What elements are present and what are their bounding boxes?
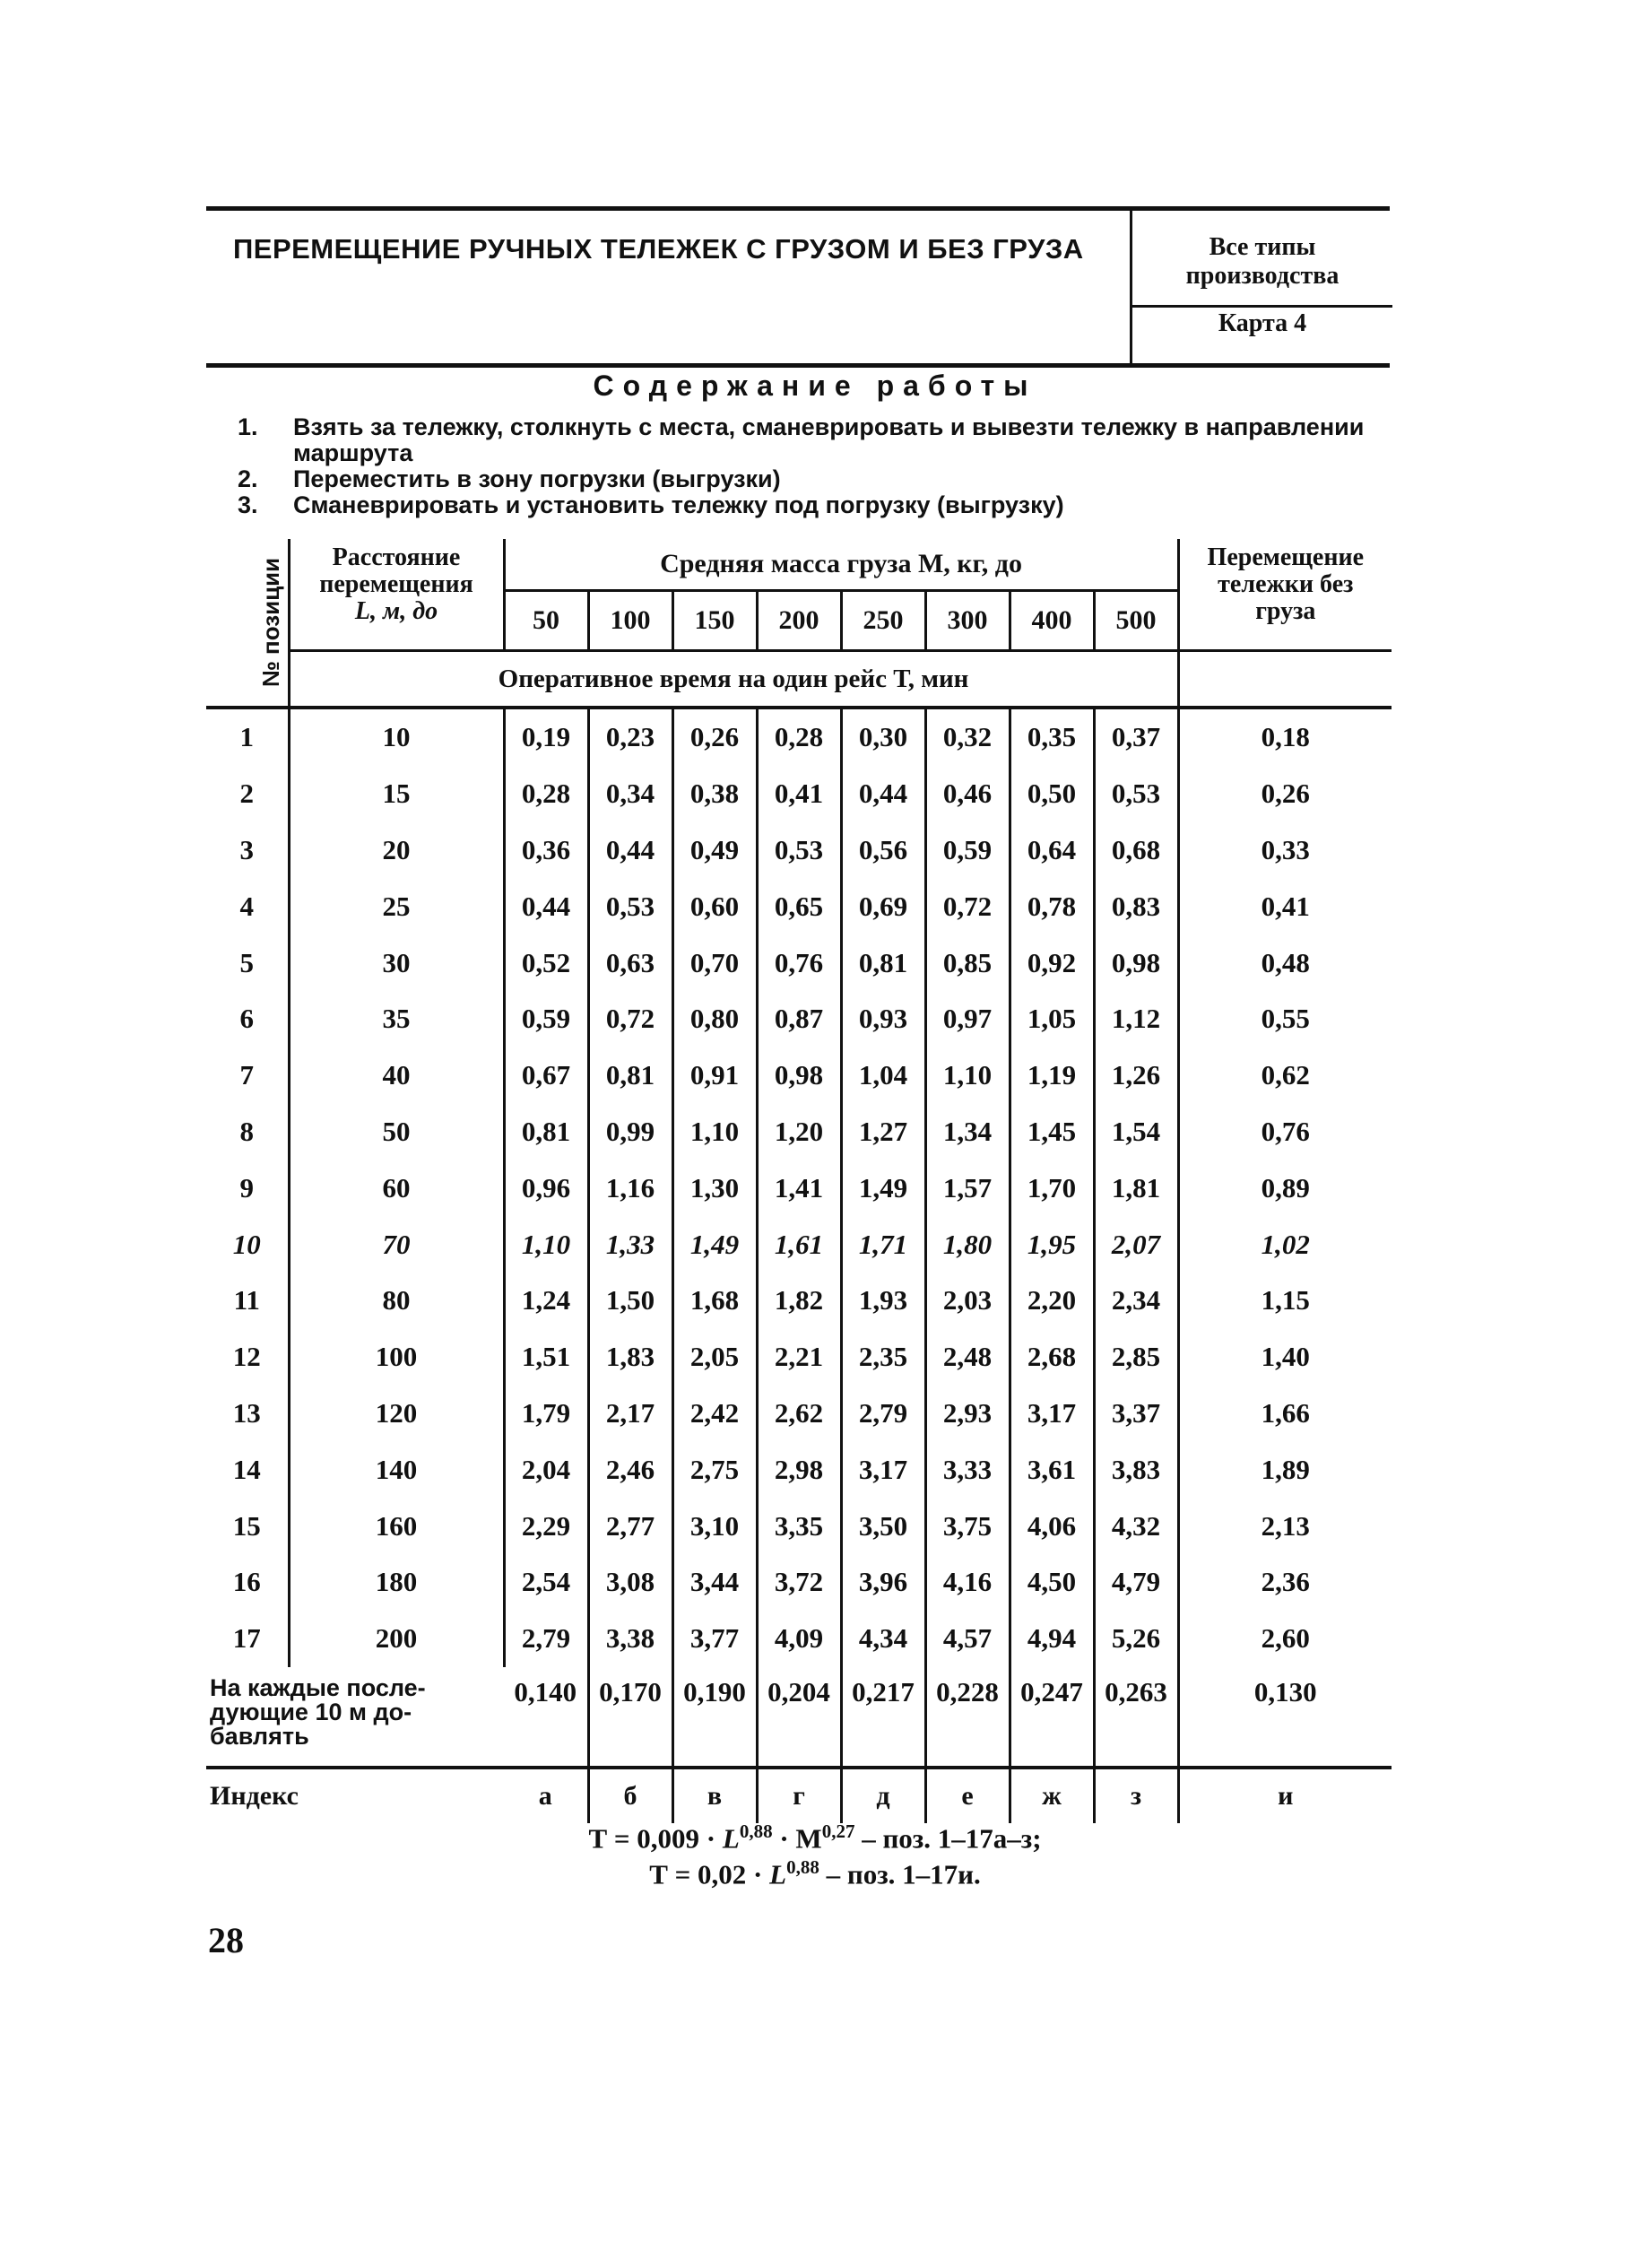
time-value-cell: 1,93 [841,1273,925,1329]
table-row [206,1104,1392,1160]
time-value-cell: 4,94 [1010,1611,1094,1667]
time-value-cell: 0,30 [841,708,925,766]
empty-cart-time-cell: 0,89 [1261,1171,1310,1204]
distance-header-line1: Расстояние [332,543,461,571]
time-value-cell: 0,37 [1094,708,1178,766]
distance-cell: 15 [289,766,504,822]
time-value-cell: 2,77 [588,1498,672,1554]
time-value-cell: 0,50 [1010,766,1094,822]
distance-cell: 25 [289,878,504,934]
time-value-cell: 2,04 [504,1441,588,1498]
increment-value-cell: 0,204 [757,1667,841,1768]
time-value-cell: 0,87 [757,991,841,1047]
table-row [206,1273,1392,1329]
time-value-cell: 0,76 [757,934,841,991]
formula-empty-L: L [769,1858,787,1890]
distance-header-line2: перемещения [319,570,473,598]
formula-loaded-suffix: – поз. 1–17а–з; [854,1822,1042,1855]
time-value-cell: 2,79 [504,1611,588,1667]
time-value-cell: 0,80 [672,991,757,1047]
time-value-cell: 1,82 [757,1273,841,1329]
operative-time-header-spacer [1178,651,1392,708]
increment-label-line: бавлять [210,1722,309,1750]
increment-value-cell: 0,190 [672,1667,757,1768]
table-row [206,822,1392,879]
empty-cart-time-cell: 1,66 [1261,1396,1310,1429]
time-value-cell: 0,91 [672,1047,757,1104]
position-cell: 5 [206,934,289,991]
time-value-cell: 1,80 [925,1216,1010,1273]
empty-cart-time-cell: 1,02 [1261,1228,1310,1260]
mass-value-header: 300 [925,591,1010,651]
time-value-cell: 0,59 [925,822,1010,879]
index-cell: д [841,1768,925,1823]
increment-label [206,1667,504,1768]
time-value-cell: 1,68 [672,1273,757,1329]
time-value-cell: 3,77 [672,1611,757,1667]
empty-cart-header-line3: груза [1255,597,1316,625]
time-value-cell: 3,38 [588,1611,672,1667]
time-value-cell: 0,60 [672,878,757,934]
mass-value-header: 500 [1094,591,1178,651]
time-value-cell: 0,98 [1094,934,1178,991]
time-value-cell: 2,62 [757,1386,841,1442]
time-value-cell: 1,12 [1094,991,1178,1047]
position-cell: 6 [206,991,289,1047]
formula-empty-exp: 0,88 [786,1856,819,1878]
increment-value-cell: 0,263 [1094,1667,1178,1768]
time-value-cell: 0,64 [1010,822,1094,879]
empty-cart-time-cell: 0,55 [1261,1003,1310,1035]
work-step [238,414,1394,466]
time-value-cell: 2,48 [925,1329,1010,1386]
time-value-cell: 3,08 [588,1554,672,1611]
formula-empty-prefix: Т = 0,02 · [649,1858,770,1890]
time-value-cell: 0,81 [841,934,925,991]
work-content-title: Содержание работы [593,369,1037,402]
position-cell: 14 [206,1441,289,1498]
time-value-cell: 1,54 [1094,1104,1178,1160]
page-number: 28 [208,1920,244,1960]
time-value-cell: 0,98 [757,1047,841,1104]
empty-cart-header-line2: тележки без [1218,570,1354,598]
time-value-cell: 2,54 [504,1554,588,1611]
empty-cart-time-cell: 0,18 [1261,721,1310,753]
time-value-cell: 3,44 [672,1554,757,1611]
position-cell: 16 [206,1554,289,1611]
empty-cart-time-cell: 1,89 [1261,1453,1310,1485]
position-cell: 7 [206,1047,289,1104]
position-cell: 1 [206,708,289,766]
distance-cell: 50 [289,1104,504,1160]
time-value-cell: 1,24 [504,1273,588,1329]
norm-table [206,539,1392,1823]
time-value-cell: 0,93 [841,991,925,1047]
index-cell: е [925,1768,1010,1823]
time-value-cell: 2,34 [1094,1273,1178,1329]
position-column-header [206,539,289,708]
time-value-cell: 0,72 [588,991,672,1047]
time-value-cell: 2,29 [504,1498,588,1554]
increment-value-cell: 0,228 [925,1667,1010,1768]
time-value-cell: 0,70 [672,934,757,991]
index-cell: ж [1010,1768,1094,1823]
distance-cell: 120 [289,1386,504,1442]
time-value-cell: 2,03 [925,1273,1010,1329]
time-value-cell: 2,05 [672,1329,757,1386]
position-cell: 4 [206,878,289,934]
time-value-cell: 1,61 [757,1216,841,1273]
production-types [1132,233,1392,308]
time-value-cell: 2,75 [672,1441,757,1498]
position-cell: 17 [206,1611,289,1667]
mass-value-header: 50 [504,591,588,651]
time-value-cell: 1,45 [1010,1104,1094,1160]
position-cell: 15 [206,1498,289,1554]
mass-value-header: 150 [672,591,757,651]
time-value-cell: 2,07 [1094,1216,1178,1273]
table-row [206,1611,1392,1667]
time-value-cell: 0,28 [757,708,841,766]
card-number: Карта 4 [1218,309,1307,337]
table-row [206,1441,1392,1498]
time-value-cell: 0,78 [1010,878,1094,934]
formula-empty [0,1856,1630,1890]
time-value-cell: 0,67 [504,1047,588,1104]
time-value-cell: 2,17 [588,1386,672,1442]
index-label: Индекс [206,1768,504,1823]
header-right-block [1130,211,1392,363]
time-value-cell: 1,10 [925,1047,1010,1104]
time-value-cell: 1,57 [925,1160,1010,1216]
time-value-cell: 0,81 [504,1104,588,1160]
position-cell: 11 [206,1273,289,1329]
time-value-cell: 3,61 [1010,1441,1094,1498]
time-value-cell: 3,37 [1094,1386,1178,1442]
distance-cell: 160 [289,1498,504,1554]
time-value-cell: 1,83 [588,1329,672,1386]
time-value-cell: 0,68 [1094,822,1178,879]
work-step-text: Сманеврировать и установить тележку под погрузку (выгрузку) [293,491,1064,518]
table-row [206,1386,1392,1442]
time-value-cell: 0,52 [504,934,588,991]
empty-cart-time-cell: 0,62 [1261,1059,1310,1091]
increment-value-cell: 0,170 [588,1667,672,1768]
distance-header-line3: L, м, до [354,597,438,625]
empty-cart-time-cell: 2,36 [1261,1566,1310,1598]
time-value-cell: 0,44 [588,822,672,879]
table-row [206,1160,1392,1216]
time-value-cell: 3,75 [925,1498,1010,1554]
time-value-cell: 0,97 [925,991,1010,1047]
increment-value-cell: 0,247 [1010,1667,1094,1768]
time-value-cell: 1,05 [1010,991,1094,1047]
position-cell: 2 [206,766,289,822]
time-value-cell: 1,71 [841,1216,925,1273]
time-value-cell: 1,33 [588,1216,672,1273]
table-row [206,766,1392,822]
table-row [206,1329,1392,1386]
work-step [238,466,1394,492]
work-step-number: 3. [238,491,258,518]
time-value-cell: 0,19 [504,708,588,766]
time-value-cell: 1,19 [1010,1047,1094,1104]
work-steps-list [238,414,1394,518]
time-value-cell: 0,69 [841,878,925,934]
time-value-cell: 1,95 [1010,1216,1094,1273]
table-row [206,1047,1392,1104]
distance-cell: 70 [289,1216,504,1273]
time-value-cell: 2,85 [1094,1329,1178,1386]
position-cell: 10 [206,1216,289,1273]
index-cell: з [1094,1768,1178,1823]
time-value-cell: 3,17 [1010,1386,1094,1442]
table-row [206,1216,1392,1273]
time-value-cell: 0,59 [504,991,588,1047]
time-value-cell: 1,27 [841,1104,925,1160]
time-value-cell: 0,41 [757,766,841,822]
time-value-cell: 1,41 [757,1160,841,1216]
time-value-cell: 0,92 [1010,934,1094,991]
position-cell: 12 [206,1329,289,1386]
time-value-cell: 3,17 [841,1441,925,1498]
time-value-cell: 4,34 [841,1611,925,1667]
time-value-cell: 2,42 [672,1386,757,1442]
time-value-cell: 0,53 [588,878,672,934]
time-value-cell: 1,30 [672,1160,757,1216]
time-value-cell: 0,81 [588,1047,672,1104]
time-value-cell: 3,35 [757,1498,841,1554]
index-cell: а [504,1768,588,1823]
time-value-cell: 0,23 [588,708,672,766]
time-value-cell: 0,83 [1094,878,1178,934]
empty-cart-time-cell: 1,15 [1261,1284,1310,1316]
table-row [206,1554,1392,1611]
increment-value-cell: 0,217 [841,1667,925,1768]
mass-value-header: 100 [588,591,672,651]
position-cell: 13 [206,1386,289,1442]
time-value-cell: 4,16 [925,1554,1010,1611]
time-value-cell: 1,81 [1094,1160,1178,1216]
time-value-cell: 1,51 [504,1329,588,1386]
time-value-cell: 0,34 [588,766,672,822]
time-value-cell: 0,65 [757,878,841,934]
distance-cell: 20 [289,822,504,879]
time-value-cell: 0,36 [504,822,588,879]
empty-cart-column-header [1178,539,1392,651]
distance-cell: 30 [289,934,504,991]
empty-cart-time-cell: 2,13 [1261,1509,1310,1542]
time-value-cell: 3,96 [841,1554,925,1611]
time-value-cell: 2,21 [757,1329,841,1386]
time-value-cell: 0,53 [757,822,841,879]
time-value-cell: 0,53 [1094,766,1178,822]
time-value-cell: 0,72 [925,878,1010,934]
formula-loaded-exp-L: 0,88 [739,1820,773,1842]
position-cell: 3 [206,822,289,879]
index-cell: в [672,1768,757,1823]
empty-cart-time-cell: 1,40 [1261,1341,1310,1373]
formula-empty-suffix: – поз. 1–17и. [819,1858,981,1890]
distance-cell: 40 [289,1047,504,1104]
time-value-cell: 4,32 [1094,1498,1178,1554]
increment-empty-cart-cell: 0,130 [1253,1675,1317,1708]
empty-cart-time-cell: 2,60 [1261,1622,1310,1655]
work-step-number: 1. [238,413,258,440]
work-step-text: Взять за тележку, столкнуть с места, сманеврировать и вывезти тележку в направлении маршрута [293,413,1365,466]
position-column-label: № позиции [257,557,285,687]
time-value-cell: 0,44 [841,766,925,822]
mass-value-header: 400 [1010,591,1094,651]
time-value-cell: 2,68 [1010,1329,1094,1386]
time-value-cell: 1,16 [588,1160,672,1216]
index-cell: г [757,1768,841,1823]
time-value-cell: 3,33 [925,1441,1010,1498]
time-value-cell: 0,44 [504,878,588,934]
time-value-cell: 2,98 [757,1441,841,1498]
time-value-cell: 1,26 [1094,1047,1178,1104]
card-title: ПЕРЕМЕЩЕНИЕ РУЧНЫХ ТЕЛЕЖЕК С ГРУЗОМ И БЕЗ ГРУЗА [233,233,1084,265]
time-value-cell: 4,79 [1094,1554,1178,1611]
time-value-cell: 1,10 [504,1216,588,1273]
formula-loaded-L: L [722,1822,740,1855]
time-value-cell: 1,79 [504,1386,588,1442]
mass-value-header: 200 [757,591,841,651]
time-value-cell: 3,10 [672,1498,757,1554]
empty-cart-time-cell: 0,26 [1261,778,1310,810]
table-row [206,991,1392,1047]
time-value-cell: 0,28 [504,766,588,822]
production-types-line1: Все типы [1209,233,1316,261]
empty-cart-time-cell: 0,76 [1261,1115,1310,1147]
index-empty-cart-cell: и [1178,1768,1392,1823]
increment-label-line: На каждые после- [210,1673,426,1701]
formula-loaded [0,1820,1630,1855]
time-value-cell: 1,10 [672,1104,757,1160]
index-cell: б [588,1768,672,1823]
time-value-cell: 0,26 [672,708,757,766]
time-value-cell: 4,09 [757,1611,841,1667]
time-value-cell: 2,79 [841,1386,925,1442]
time-value-cell: 4,50 [1010,1554,1094,1611]
table-row [206,1498,1392,1554]
distance-cell: 140 [289,1441,504,1498]
time-value-cell: 0,56 [841,822,925,879]
time-value-cell: 1,04 [841,1047,925,1104]
time-value-cell: 2,93 [925,1386,1010,1442]
table-row [206,708,1392,766]
distance-cell: 180 [289,1554,504,1611]
empty-cart-time-cell: 0,33 [1261,833,1310,865]
operative-time-header: Оперативное время на один рейс Т, мин [289,651,1178,708]
time-value-cell: 4,06 [1010,1498,1094,1554]
mass-column-group-header: Средняя масса груза М, кг, до [504,539,1178,591]
time-value-cell: 0,32 [925,708,1010,766]
time-value-cell: 0,96 [504,1160,588,1216]
time-value-cell: 0,85 [925,934,1010,991]
formula-loaded-mid: · М [772,1822,822,1855]
work-step-text: Переместить в зону погрузки (выгрузки) [293,465,781,492]
table-row [206,934,1392,991]
card-header [206,206,1390,368]
distance-cell: 100 [289,1329,504,1386]
formula-loaded-prefix: Т = 0,009 · [588,1822,723,1855]
norm-table-body [206,708,1392,1823]
time-value-cell: 2,46 [588,1441,672,1498]
mass-value-header: 250 [841,591,925,651]
distance-cell: 35 [289,991,504,1047]
distance-cell: 80 [289,1273,504,1329]
work-step [238,492,1394,518]
time-value-cell: 2,20 [1010,1273,1094,1329]
time-value-cell: 0,38 [672,766,757,822]
increment-value-cell: 0,140 [504,1667,588,1768]
time-value-cell: 1,20 [757,1104,841,1160]
time-value-cell: 4,57 [925,1611,1010,1667]
time-value-cell: 3,72 [757,1554,841,1611]
increment-label-line: дующие 10 м до- [210,1698,412,1725]
empty-cart-time-cell: 0,48 [1261,946,1310,978]
time-value-cell: 0,99 [588,1104,672,1160]
position-cell: 8 [206,1104,289,1160]
table-row [206,878,1392,934]
time-value-cell: 0,35 [1010,708,1094,766]
time-value-cell: 2,35 [841,1329,925,1386]
distance-cell: 200 [289,1611,504,1667]
work-step-number: 2. [238,465,258,492]
time-value-cell: 1,34 [925,1104,1010,1160]
distance-column-header [289,539,504,651]
increment-row [206,1667,1392,1768]
formula-loaded-exp-M: 0,27 [821,1820,855,1842]
position-cell: 9 [206,1160,289,1216]
empty-cart-time-cell: 0,41 [1261,890,1310,922]
distance-cell: 10 [289,708,504,766]
time-value-cell: 0,46 [925,766,1010,822]
distance-cell: 60 [289,1160,504,1216]
time-value-cell: 0,49 [672,822,757,879]
time-value-cell: 1,50 [588,1273,672,1329]
time-value-cell: 5,26 [1094,1611,1178,1667]
time-value-cell: 3,83 [1094,1441,1178,1498]
time-value-cell: 1,49 [841,1160,925,1216]
production-types-line2: производства [1185,262,1340,290]
time-value-cell: 1,70 [1010,1160,1094,1216]
time-value-cell: 1,49 [672,1216,757,1273]
time-value-cell: 0,63 [588,934,672,991]
index-row [206,1768,1392,1823]
empty-cart-header-line1: Перемещение [1207,543,1365,571]
time-value-cell: 3,50 [841,1498,925,1554]
